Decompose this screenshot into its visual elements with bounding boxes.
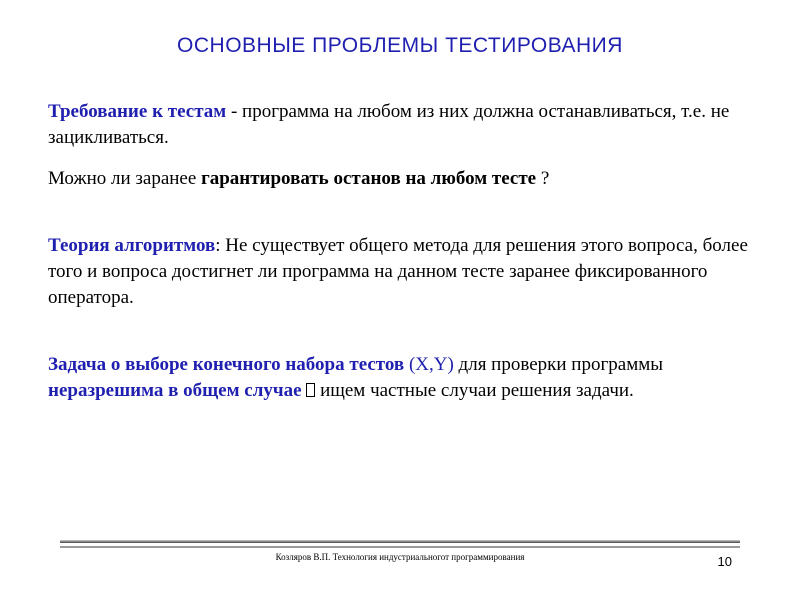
footer-divider-shadow <box>60 546 740 548</box>
test-set-problem-rest: ищем частные случаи решения задачи. <box>315 380 634 401</box>
test-set-xy: (X,Y) <box>404 354 454 375</box>
test-requirement-term: Требование к тестам <box>48 101 227 122</box>
page-number: 10 <box>717 554 732 569</box>
footer-divider <box>60 540 740 543</box>
slide-title: ОСНОВНЫЕ ПРОБЛЕМЫ ТЕСТИРОВАНИЯ <box>177 34 623 57</box>
footer-caption: Козляров В.П. Технология индустриальногот программирования <box>275 552 525 562</box>
algorithm-theory-text: : Не существует общего метода для решения этого вопроса, более того и вопроса достигнет ли программа на данном тесте заранее фиксированного оператора. <box>48 235 748 308</box>
test-set-problem-term: Задача о выборе конечного набора тестов <box>48 354 405 375</box>
undecidable-term: неразрешима в общем случае <box>48 380 302 401</box>
halting-question-prefix: Можно ли заранее <box>48 168 202 189</box>
test-requirement-paragraph <box>48 99 748 151</box>
test-set-problem-mid: для проверки программы <box>453 354 664 375</box>
placeholder-box-icon <box>306 383 315 397</box>
algorithm-theory-term: Теория алгоритмов <box>48 235 216 256</box>
halting-question-paragraph <box>48 166 748 192</box>
test-requirement-text: - программа на любом из них должна останавливаться, т.е. не зацикливаться. <box>48 101 730 148</box>
algorithm-theory-paragraph <box>48 233 748 311</box>
halting-question-suffix: ? <box>536 168 550 189</box>
test-set-problem-paragraph <box>48 352 748 404</box>
halting-question-bold: гарантировать останов на любом тесте <box>201 168 537 189</box>
